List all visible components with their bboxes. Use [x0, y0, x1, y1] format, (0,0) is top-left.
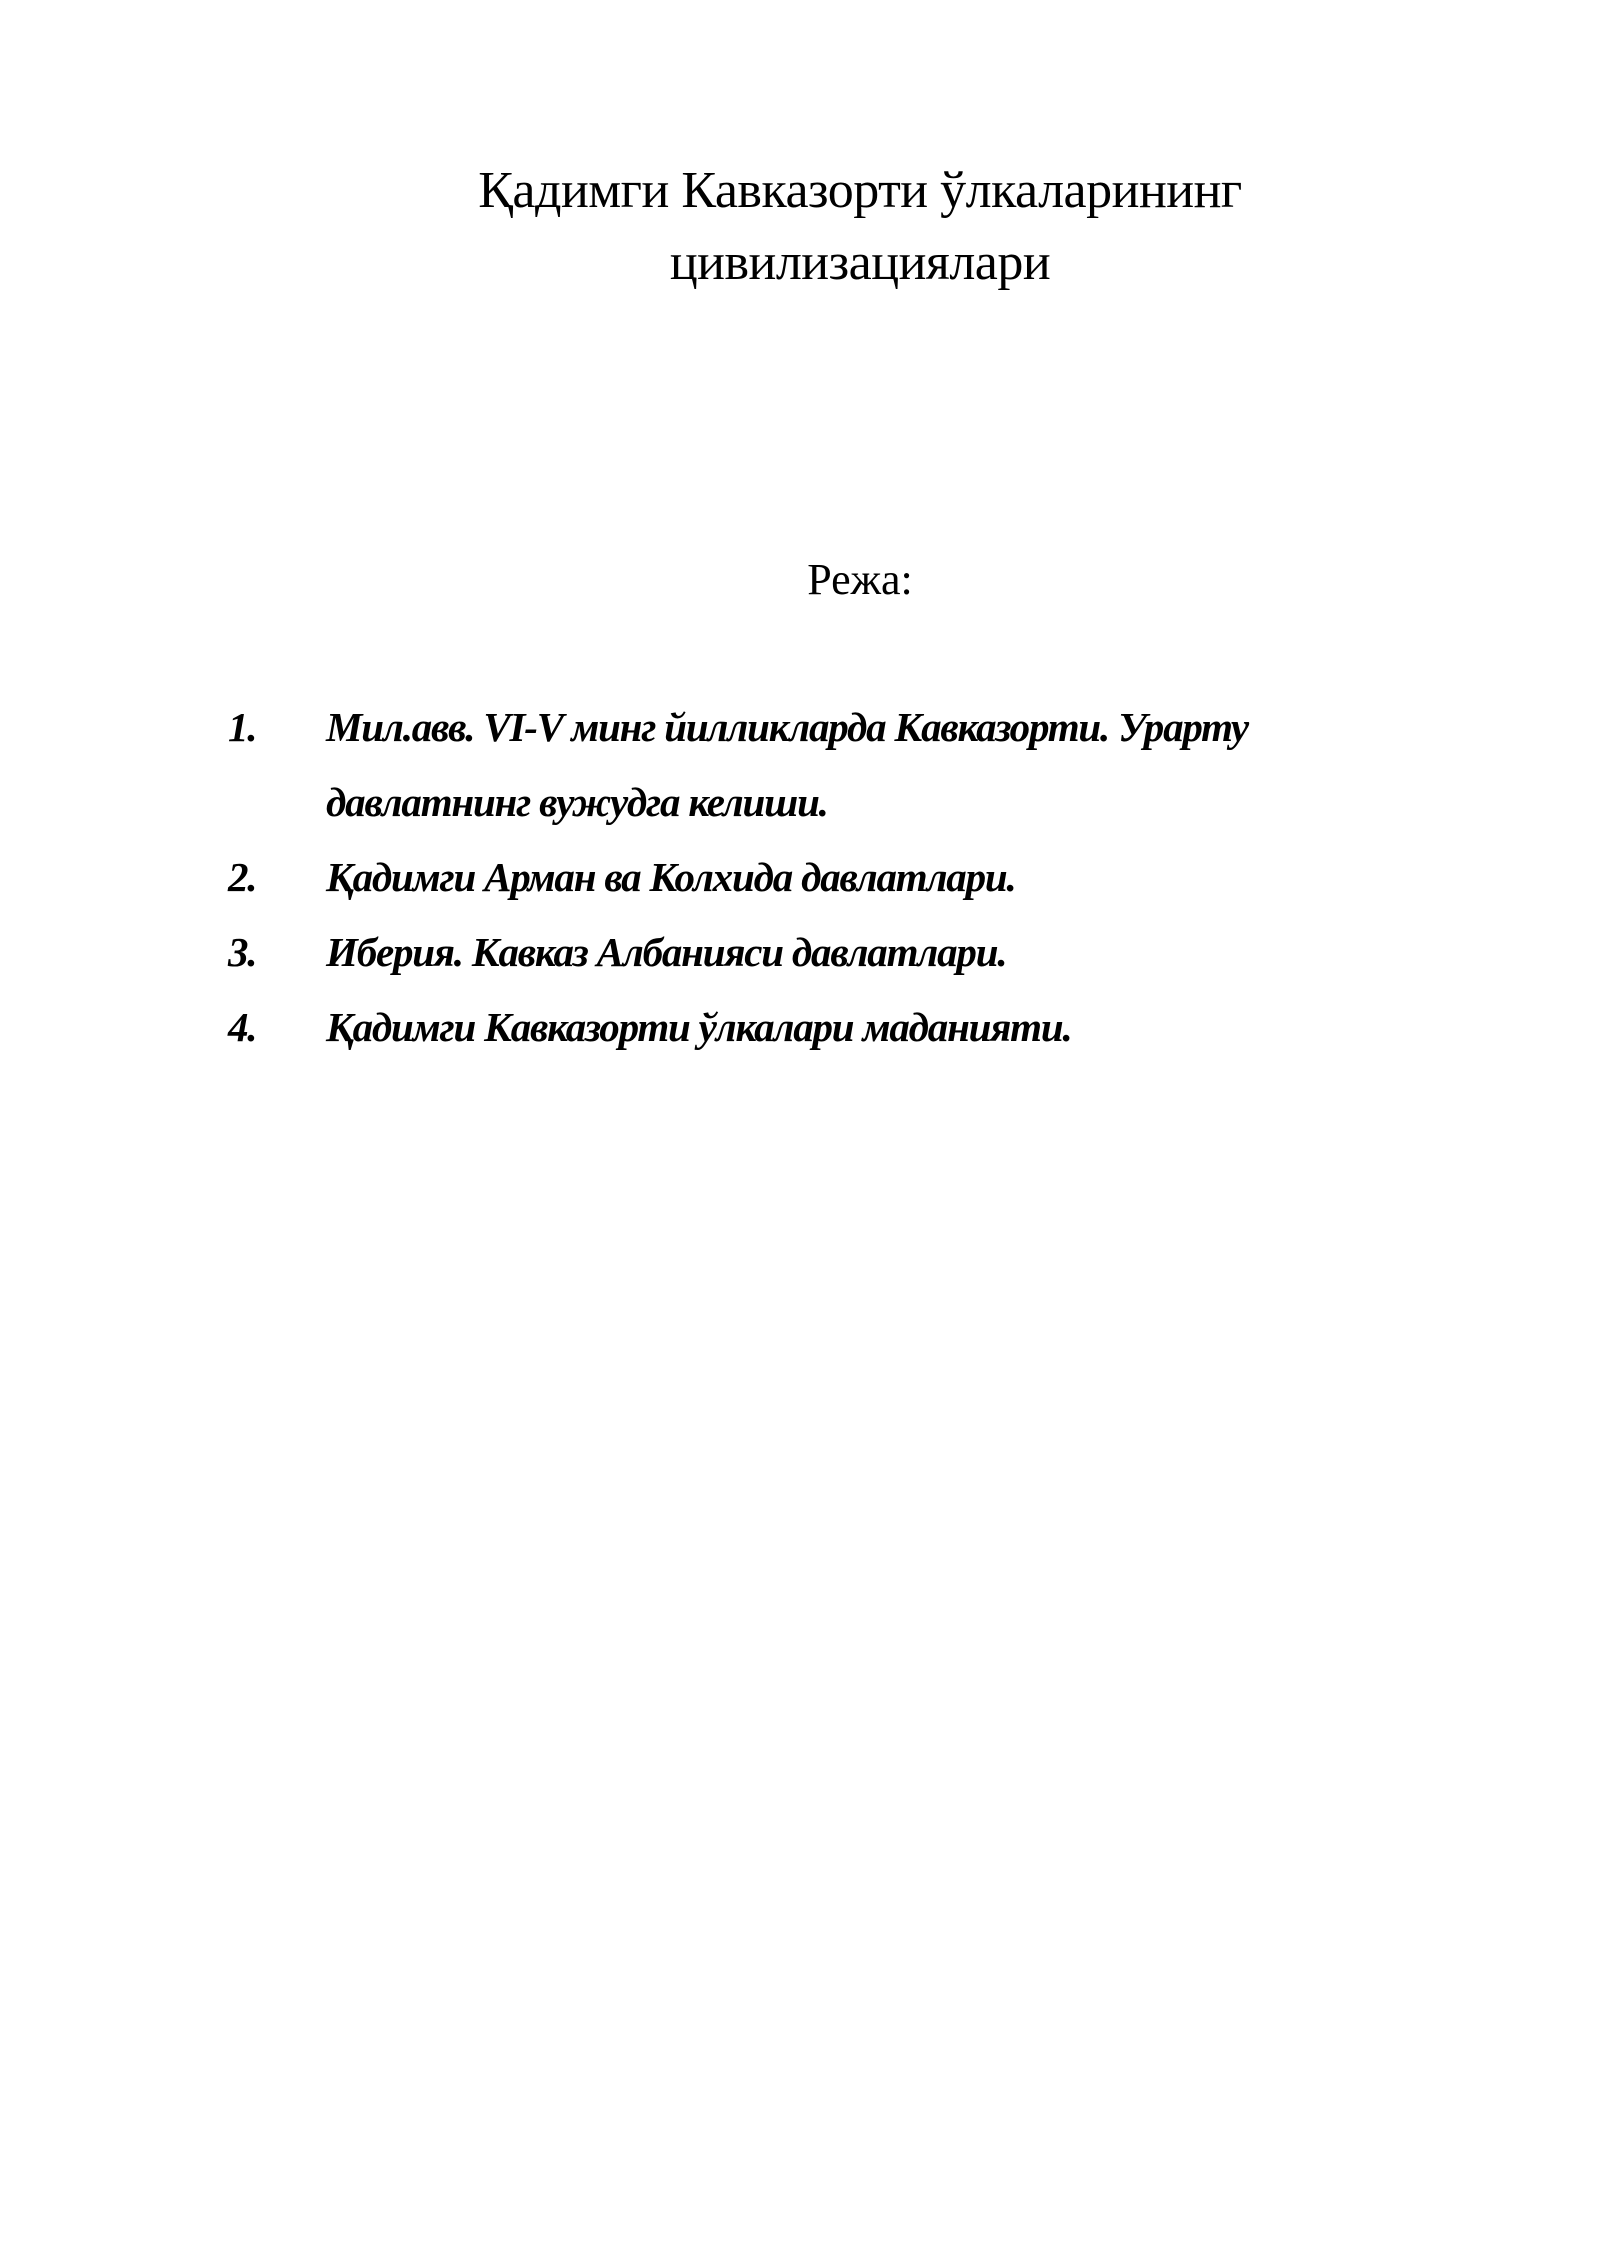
plan-item-text: Қадимги Кавказорти ўлкалари маданияти.	[326, 1004, 1072, 1050]
plan-item-number: 1.	[228, 704, 257, 750]
plan-item-text: Қадимги Арман ва Колхида давлатлари.	[326, 854, 1016, 900]
plan-item-number: 2.	[228, 854, 257, 900]
plan-item-text: Иберия. Кавказ Албанияси давлатлари.	[326, 929, 1007, 975]
plan-item-number: 3.	[228, 929, 257, 975]
plan-item-text: Мил.авв. VI-V минг йилликларда Кавказорти. Урарту давлатнинг вужудга келиши.	[326, 704, 1248, 825]
document-title	[380, 155, 1340, 299]
plan-item-number: 4.	[228, 1004, 257, 1050]
title-line-2: цивилизациялари	[669, 234, 1051, 291]
plan-item-4	[228, 990, 1428, 1065]
title-line-1: Қадимги Кавказорти ўлкаларининг	[478, 162, 1242, 219]
plan-heading: Режа:	[807, 555, 913, 604]
plan-list	[228, 690, 1428, 1065]
plan-item-3	[228, 915, 1428, 990]
plan-item-2	[228, 840, 1428, 915]
plan-item-1	[228, 690, 1428, 840]
